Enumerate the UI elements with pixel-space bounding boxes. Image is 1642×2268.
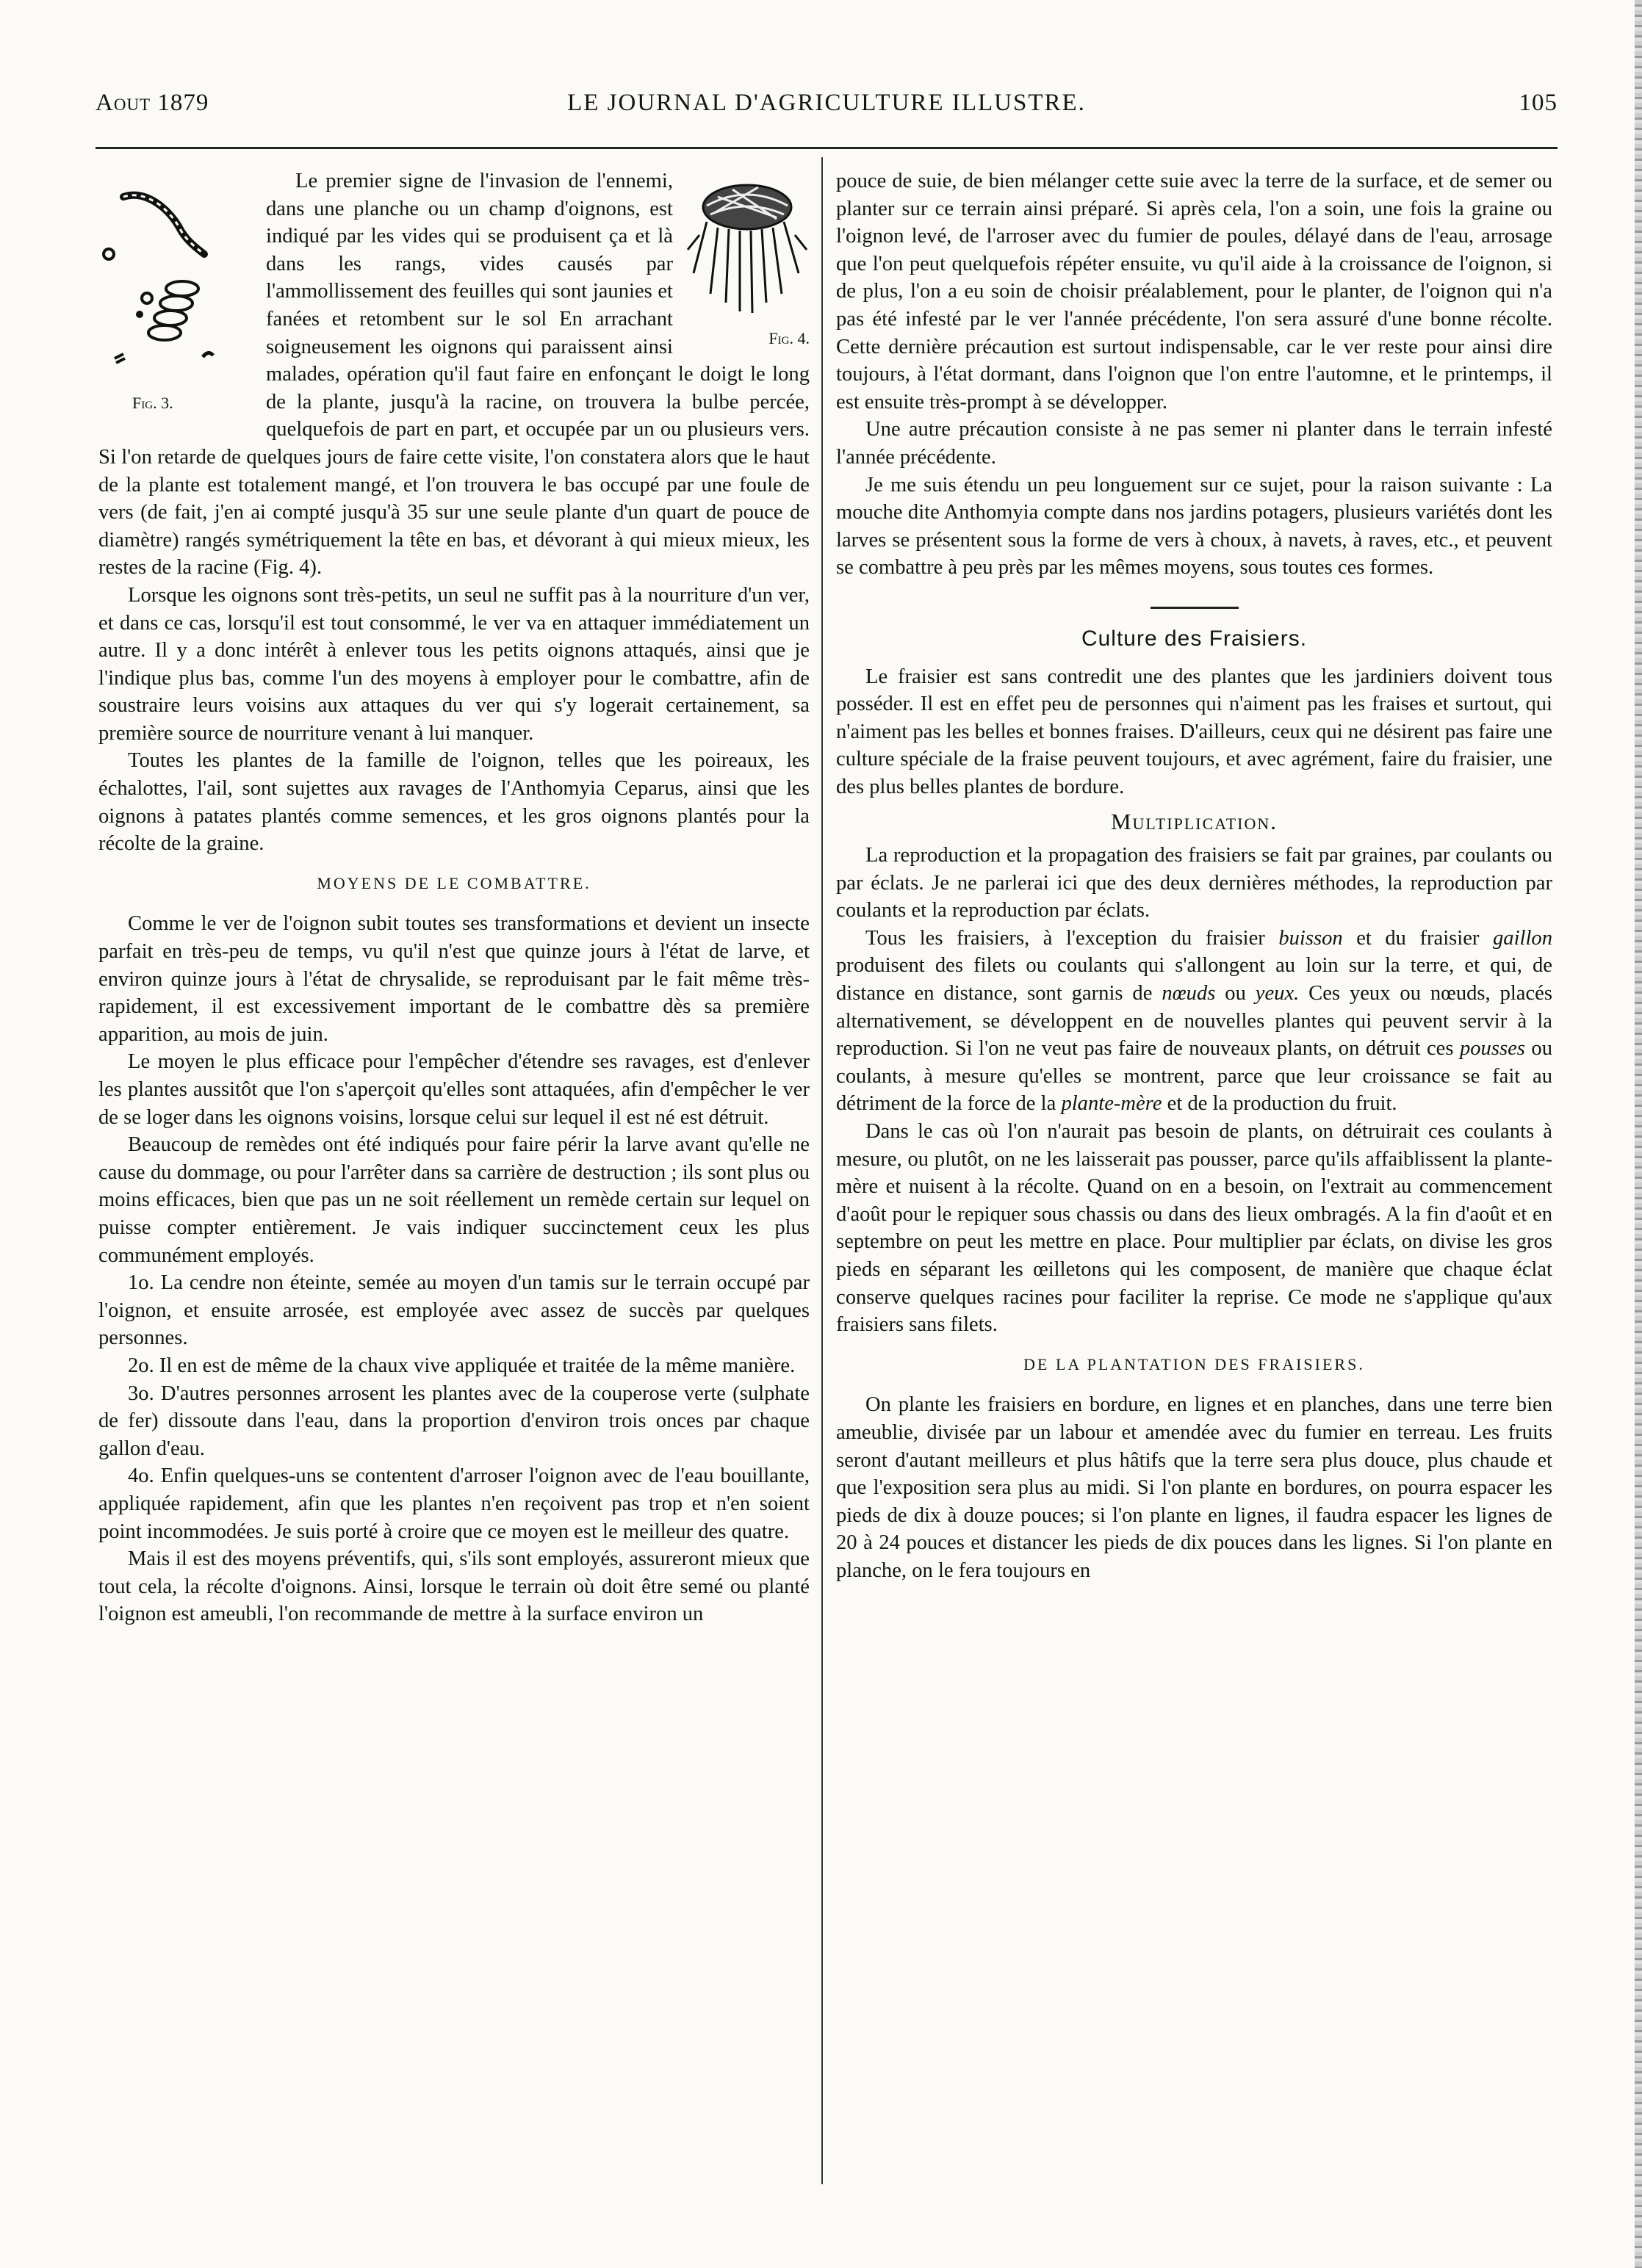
paragraph: Mais il est des moyens préventifs, qui, s'ils sont employés, assureront mieux que tout cela, la récolte d'oignons. Ainsi, lorsque le terrain où doit être semé ou planté l'oignon est ameubli, l'on recommande de mettre à la surface environ un [98,1547,810,1626]
page-header [96,82,1558,128]
fly-stages-illustration [94,167,256,395]
italic-term: pousses [1459,1037,1525,1061]
paragraph: Le premier signe de l'invasion de l'ennemi, dans une planche ou un champ d'oignons, est indiqué par les vides qui se produisent ça et là dans les rangs, vides causés par l'ammollissement des feuilles qui sont jaunies et fanées et retombent sur le sol En arrachant soigneusement les oignons qui paraissent ainsi malades, opération qu'il faut faire en enfonçant le doigt le long de la plante, jusqu'à la racine, on trouvera la bulbe percée, quelquefois de part en part, et occupée par un ou plusieurs vers. Si l'on retarde de quelques jours de faire cette visite, l'on constatera alors que le haut de la plante est totalement mangé, et l'on trouvera le bas occupé par une foule de vers (de fait, j'en ai compté jusqu'à 35 sur une seule plante d'un quart de pouce de diamètre) rangés symétriquement la tête en bas, et dévorant à qui mieux mieux, les restes de la racine (Fig. 4). [98,170,810,579]
infested-onion-illustration [685,176,810,323]
section-heading-plantation: DE LA PLANTATION DES FRAISIERS. [1023,1354,1365,1373]
italic-term: buisson [1278,926,1343,950]
article-title: Culture des Fraisiers. [1081,626,1308,651]
paragraph: Une autre précaution consiste à ne pas semer ni planter dans le terrain infesté l'année précédente. [836,418,1552,469]
italic-term: plante-mère [1061,1092,1162,1116]
figure-4 [685,176,810,360]
column-divider [821,157,823,2184]
paragraph: Beaucoup de remèdes ont été indiqués pour faire périr la larve avant qu'elle ne cause du dommage, ou pour l'arrêter dans sa carrière de destruction ; ils sont plus ou moins efficaces, bien que pas un ne soit réellement un remède certain sur lequel on puisse compter entièrement. Je vais indiquer succinctement ceux les plus communément employés. [98,1133,810,1267]
paragraph: Le fraisier est sans contredit une des plantes que les jardiniers doivent tous posséder. Il est en effet peu de personnes qui n'aiment pas les fraises et surtout, qui n'aiment pas les belles et bonnes fraises. D'ailleurs, ceux qui ne désirent pas faire une culture spéciale de la fraise peuvent toujours, et avec agrément, faire du fraisier, une des plus belles plantes de bordure. [836,665,1552,798]
paragraph: Tous les fraisiers, à l'exception du fraisier buisson et du fraisier gaillon produisent des filets ou coulants qui s'allongent au loin sur la terre, et qui, de distance en distance, sont garnis de nœuds ou yeux. Ces yeux ou nœuds, placés alternativement, se développent en de nouvelles plantes qui peuvent servir à la reproduction. Si l'on ne veut pas faire de nouveaux plants, on détruit ces pousses ou coulants, à mesure qu'elles se montrent, parce que leur croissance se fait au détriment de la force de la plante-mère et de la production du fruit. [836,926,1553,1116]
figure-4-caption: Fig. 4. [768,329,810,348]
left-column [98,167,810,1628]
paragraph: La reproduction et la propagation des fraisiers se fait par graines, par coulants ou par éclats. Je ne parlerai ici que des deux dernières méthodes, la reproduction par coulants et la reproduction par éclats. [836,844,1552,922]
paragraph: Dans le cas où l'on n'aurait pas besoin de plants, on détruirait ces coulants à mesure, ou plutôt, on ne les laisserait pas pousser, parce qu'ils affaiblissent la plante-mère et nuisent à la récolte. Quand on en a besoin, on l'extrait au commencement d'août pour le repiquer sous chassis ou dans des lieux ombragés. A la fin d'août et en septembre on peut les mettre en place. Pour multiplier par éclats, on divise les gros pieds en séparant les œilletons qui les composent, de manière que chaque éclat conserve quelques racines pour faciliter la reprise. Ce mode ne s'applique qu'aux fraisiers sans filets. [836,1120,1552,1337]
paragraph: On plante les fraisiers en bordure, en lignes et en planches, dans une terre bien ameublie, divisée par un labour et amendée avec du fumier en terreau. Les fruits seront d'autant meilleurs et plus hâtifs que la terre sera plus douce, plus chaude et que l'exposition sera plus au midi. Si l'on plante en bordures, on pourra espacer les pieds de dix à douze pouces; si l'on plante en lignes, il faudra espacer les lignes de 20 à 24 pouces et distancer les pieds de dix pouces dans les lignes. Si l'on plante en planche, on le fera toujours en [836,1393,1552,1582]
section-separator [1151,607,1239,609]
paragraph: Lorsque les oignons sont très-petits, un seul ne suffit pas à la nourriture d'un ver, et dans ce cas, lorsqu'il est tout consommé, le ver va en attaquer immédiatement un autre. Il y a donc intérêt à enlever tous les petits oignons attaqués, ainsi que je l'indique plus bas, comme l'un des moyens à employer pour le combattre, afin de soustraire leurs voisins aux attaques du ver qui s'y logerait certainement, sa première source de nourriture venant à lui manquer. [98,583,810,745]
paragraph: Toutes les plantes de la famille de l'oignon, telles que les poireaux, les échalottes, l'ail, sont sujettes aux ravages de l'Anthomyia Ceparus, ainsi que les oignons à patates plantés comme semences, et les gros oignons plantés pour la récolte de la graine. [98,749,810,856]
paragraph: 1o. La cendre non éteinte, semée au moyen d'un tamis sur le terrain occupé par l'oignon, et ensuite arrosée, est employée avec assez de succès par quelques personnes. [98,1271,810,1350]
paragraph: Je me suis étendu un peu longuement sur ce sujet, pour la raison suivante : La mouche dite Anthomyia compte dans nos jardins potagers, plusieurs variétés dont les larves se présentent sous la forme de vers à choux, à navets, à raves, etc., et peuvent se combattre à peu près par les mêmes moyens, sous toutes ces formes. [836,473,1552,579]
italic-term: nœuds [1162,982,1216,1005]
paragraph: pouce de suie, de bien mélanger cette suie avec la terre de la surface, et de semer ou planter sur ce terrain ainsi préparé. Si après cela, l'on a soin, une fois la graine ou l'oignon levé, de l'arroser avec du fumier de poules, délayé dans de l'eau, arrosage que l'on peut quelquefois répéter ensuite, vu qu'il aide à la croissance de l'oignon, si de plus, l'on a eu soin de choisir préalablement, pour le planter, de l'oignon qui n'a pas été infesté par le ver l'année précédente, l'on sera assuré d'une bonne récolte. Cette dernière précaution est surtout indispensable, car le ver reste pour ainsi dire toujours, à l'état dormant, dans l'oignon que l'on entre l'automne, et le printemps, il est ensuite très-prompt à se développer. [836,170,1552,413]
paragraph: 3o. D'autres personnes arrosent les plantes avec de la couperose verte (sulphate de fer) dissoute dans l'eau, dans la proportion d'environ trois onces par chaque gallon d'eau. [98,1382,810,1460]
paragraph: 4o. Enfin quelques-uns se contentent d'arroser l'oignon avec de l'eau bouillante, appliquée rapidement, afin que les plantes n'en reçoivent pas trop et n'en soient point incommodées. Je suis porté à croire que ce moyen est le meilleur des quatre. [98,1465,810,1543]
paragraph: Comme le ver de l'oignon subit toutes ses transformations et devient un insecte parfait en très-peu de temps, vu qu'il n'est que quinze jours à l'état de larve, et environ quinze jours à l'état de chrysalide, se reproduisant par le fait même très-rapidement, il est excessivement important de le combattre dès sa première apparition, au mois de juin. [98,912,810,1046]
right-column [836,167,1552,1585]
figure-3 [94,167,256,417]
italic-term: gaillon [1492,926,1552,950]
header-rule [96,147,1558,149]
header-date: Aout 1879 [96,90,209,116]
page-number: 105 [1519,90,1558,116]
page-edge [1635,0,1642,2268]
paragraph: 2o. Il en est de même de la chaux vive appliquée et traitée de la même manière. [128,1354,796,1377]
journal-title: LE JOURNAL D'AGRICULTURE ILLUSTRE. [567,90,1086,116]
section-heading-moyens: MOYENS DE LE COMBATTRE. [317,873,591,892]
italic-term: yeux. [1255,982,1300,1005]
figure-3-caption: Fig. 3. [132,394,173,413]
section-heading-multiplication: Multiplication. [1110,809,1278,835]
paragraph: Le moyen le plus efficace pour l'empêcher d'étendre ses ravages, est d'enlever les plantes aussitôt que l'on s'aperçoit qu'elles sont attaquées, afin d'empêcher le ver de se loger dans les oignons voisins, lorsque celui sur lequel il est né est détruit. [98,1050,810,1129]
